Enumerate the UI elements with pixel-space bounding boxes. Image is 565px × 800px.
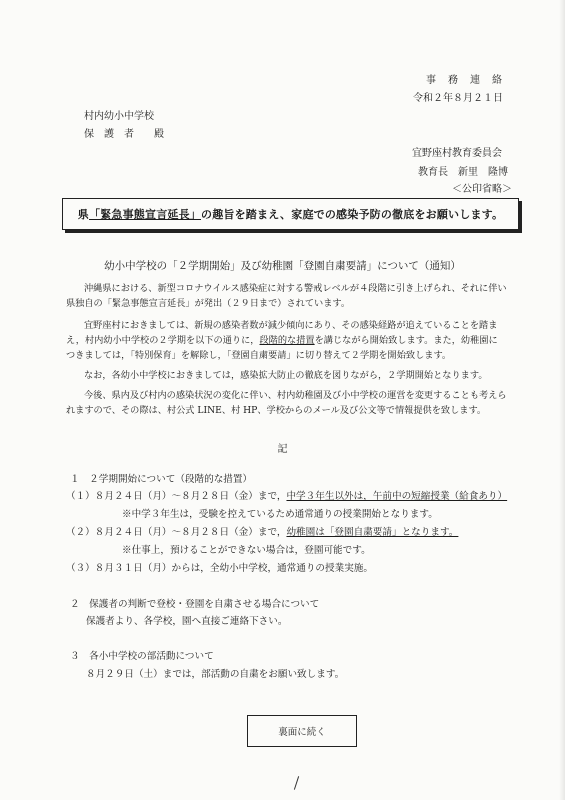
item-1-text: （１）８月２４日（月）～８月２８日（金）まで， bbox=[66, 491, 287, 502]
paragraph-line: つきましては，「特別保育」を解除し，「登園自粛要請」に切り替えて２学期を開始致します。 bbox=[66, 350, 452, 361]
paragraph-4 bbox=[66, 388, 524, 418]
section-1-item-1 bbox=[66, 490, 507, 503]
paragraph-3 bbox=[84, 368, 524, 383]
paragraph-2 bbox=[66, 318, 524, 363]
section-1-item-2-note: ※仕事上，預けることができない場合は，登園可能です。 bbox=[122, 545, 371, 556]
item-1-emphasis: 中学３年生以外は，午前中の短縮授業（給食あり） bbox=[286, 491, 508, 502]
section-1-heading: １ ２学期開始について（段階的な措置） bbox=[70, 474, 253, 485]
paragraph-line: 宜野座村におきましては、新規の感染者数が減少傾向にあり、その感染経路が追えていることを踏ま bbox=[84, 320, 498, 331]
item-2-text: （２）８月２４日（月）～８月２８日（金）まで， bbox=[66, 527, 287, 538]
banner-text: の趣旨を踏まえ、家庭での感染予防の徹底をお願いします。 bbox=[201, 208, 504, 221]
paragraph-1 bbox=[66, 281, 524, 311]
paragraph-line: 沖縄県における、新型コロナウイルス感染症に対する警戒レベルが４段階に引き上げられ、それに伴い bbox=[84, 283, 507, 294]
pen-mark bbox=[294, 776, 300, 790]
section-2-body: 保護者より、各学校，園へ直接ご連絡下さい。 bbox=[86, 616, 288, 627]
item-2-emphasis: 幼稚園は「登園自粛要請」となります。 bbox=[286, 527, 459, 538]
banner-highlight: 「緊急事態宣言延長」 bbox=[89, 208, 201, 221]
section-1-item-1-note: ※中学３年生は，受験を控えているため通常通りの授業開始となります。 bbox=[122, 509, 438, 520]
section-3-body: ８月２９日（土）までは，部活動の自粛をお願い致します。 bbox=[86, 669, 345, 680]
continued-on-back-box bbox=[247, 715, 357, 747]
doc-type-label: 事 務 連 絡 bbox=[426, 75, 503, 86]
sender-person: 教育長 新里 隆博 bbox=[418, 167, 508, 178]
sender-organization: 宜野座村教育委員会 bbox=[412, 148, 502, 159]
banner-prefix: 県 bbox=[77, 208, 89, 221]
continued-on-back-label: 裏面に続く bbox=[278, 727, 326, 738]
paragraph-line: なお，各幼小中学校におきましては，感染拡大防止の徹底を図りながら，２学期開始となります。 bbox=[84, 370, 488, 381]
scan-edge-shadow bbox=[559, 0, 565, 800]
paragraph-line: 県独自の「緊急事態宣言延長」が発出（２９日まで）されています。 bbox=[66, 298, 351, 309]
recipient-parents: 保 護 者 殿 bbox=[84, 129, 164, 140]
notice-title: 幼小中学校の「２学期開始」及び幼稚園「登園自粛要請」について（通知） bbox=[104, 260, 461, 272]
seal-omitted-note: ＜公印省略＞ bbox=[452, 184, 512, 195]
section-1-item-2 bbox=[66, 526, 458, 539]
paragraph-line-mixed bbox=[66, 333, 524, 348]
section-2-heading: ２ 保護者の判断で登校・登園を自粛させる場合について bbox=[70, 599, 320, 610]
paragraph-text: を講じながら開始致します。また，幼稚園に bbox=[314, 335, 498, 346]
recipient-school: 村内幼小中学校 bbox=[84, 111, 154, 122]
section-1-item-3: （３）８月３１日（月）からは，全幼小中学校，通常通りの授業実施。 bbox=[66, 563, 373, 574]
paragraph-emphasis: 段階的な措置 bbox=[259, 335, 315, 346]
paragraph-line: れますので、その際は、村公式 LINE、村 HP、学校からのメール及び公文等で情報提供を致します。 bbox=[66, 405, 487, 416]
paragraph-text: え，村内幼小中学校の２学期を以下の通りに， bbox=[66, 335, 260, 346]
ki-marker: 記 bbox=[277, 444, 288, 455]
issue-date: 令和２年８月２１日 bbox=[413, 93, 503, 104]
section-3-heading: ３ 各小中学校の部活動について bbox=[70, 651, 214, 662]
notice-banner bbox=[62, 198, 519, 230]
paragraph-line: 今後、県内及び村内の感染状況の変化に伴い、村内幼稚園及び小中学校の運営を変更することも考えら bbox=[84, 390, 507, 401]
